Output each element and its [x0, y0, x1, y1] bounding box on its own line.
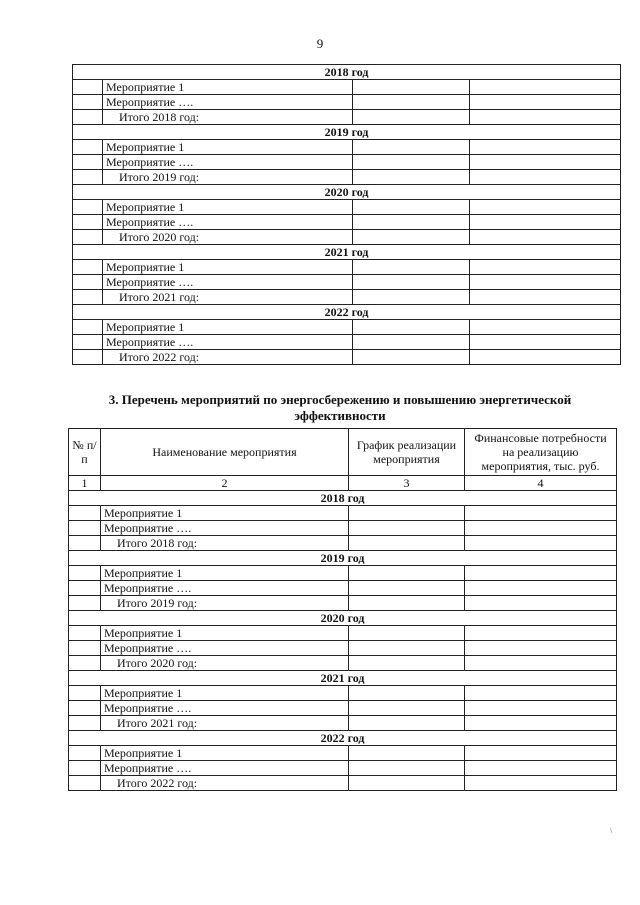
schedule-cell	[353, 215, 470, 230]
number-cell	[73, 230, 103, 245]
number-cell	[69, 746, 101, 761]
activity-name: Мероприятие ….	[103, 335, 353, 350]
activity-row	[73, 155, 621, 170]
year-heading: 2021 год	[73, 245, 621, 260]
year-row	[73, 65, 621, 80]
column-number: 3	[349, 476, 465, 491]
activity-name: Мероприятие 1	[103, 320, 353, 335]
year-heading: 2018 год	[73, 65, 621, 80]
number-cell	[73, 95, 103, 110]
activity-row	[73, 335, 621, 350]
total-label: Итого 2021 год:	[101, 716, 349, 731]
year-row	[69, 611, 617, 626]
schedule-cell	[349, 521, 465, 536]
schedule-cell	[353, 80, 470, 95]
schedule-cell	[349, 746, 465, 761]
year-row	[69, 731, 617, 746]
schedule-cell	[349, 641, 465, 656]
year-row	[73, 305, 621, 320]
schedule-cell	[353, 200, 470, 215]
finance-cell	[470, 200, 621, 215]
total-label: Итого 2021 год:	[103, 290, 353, 305]
year-heading: 2020 год	[73, 185, 621, 200]
activity-name: Мероприятие ….	[101, 521, 349, 536]
number-cell	[69, 581, 101, 596]
activity-row	[69, 746, 617, 761]
activity-row	[69, 506, 617, 521]
schedule-cell	[349, 686, 465, 701]
number-cell	[73, 275, 103, 290]
number-cell	[73, 170, 103, 185]
header-row	[69, 429, 617, 476]
finance-cell	[470, 215, 621, 230]
total-row	[73, 290, 621, 305]
header-name: Наименование мероприятия	[101, 429, 349, 476]
finance-cell	[470, 320, 621, 335]
finance-cell	[465, 746, 617, 761]
number-cell	[69, 761, 101, 776]
finance-cell	[465, 686, 617, 701]
schedule-cell	[353, 275, 470, 290]
finance-cell	[470, 80, 621, 95]
year-row	[73, 185, 621, 200]
activity-row	[69, 626, 617, 641]
activity-row	[69, 686, 617, 701]
activity-row	[73, 200, 621, 215]
total-label: Итого 2022 год:	[103, 350, 353, 365]
schedule-cell	[353, 350, 470, 365]
activity-name: Мероприятие ….	[101, 641, 349, 656]
finance-cell	[465, 566, 617, 581]
bottom-table	[68, 428, 617, 791]
total-row	[69, 656, 617, 671]
year-row	[69, 551, 617, 566]
finance-cell	[470, 170, 621, 185]
schedule-cell	[353, 110, 470, 125]
finance-cell	[470, 335, 621, 350]
year-heading: 2019 год	[69, 551, 617, 566]
number-cell	[69, 776, 101, 791]
finance-cell	[470, 155, 621, 170]
total-row	[69, 596, 617, 611]
activity-name: Мероприятие ….	[103, 95, 353, 110]
number-cell	[69, 521, 101, 536]
schedule-cell	[353, 260, 470, 275]
activity-row	[69, 761, 617, 776]
number-cell	[69, 716, 101, 731]
finance-cell	[465, 536, 617, 551]
schedule-cell	[353, 95, 470, 110]
year-heading: 2018 год	[69, 491, 617, 506]
total-label: Итого 2022 год:	[101, 776, 349, 791]
number-cell	[69, 701, 101, 716]
activity-row	[73, 260, 621, 275]
section-title: 3. Перечень мероприятий по энергосбережению и повышению энергетической эффективности	[108, 392, 572, 423]
year-row	[69, 671, 617, 686]
number-cell	[73, 260, 103, 275]
activity-name: Мероприятие ….	[101, 701, 349, 716]
column-number-row	[69, 476, 617, 491]
schedule-cell	[349, 596, 465, 611]
schedule-cell	[353, 230, 470, 245]
column-number: 4	[465, 476, 617, 491]
schedule-cell	[349, 776, 465, 791]
activity-row	[69, 566, 617, 581]
number-cell	[73, 320, 103, 335]
schedule-cell	[349, 536, 465, 551]
page-number: 9	[316, 36, 324, 51]
finance-cell	[465, 656, 617, 671]
schedule-cell	[353, 140, 470, 155]
activity-name: Мероприятие 1	[103, 200, 353, 215]
number-cell	[73, 80, 103, 95]
activity-name: Мероприятие 1	[101, 746, 349, 761]
activity-row	[73, 215, 621, 230]
activity-name: Мероприятие 1	[101, 566, 349, 581]
activity-row	[73, 140, 621, 155]
number-cell	[69, 641, 101, 656]
total-label: Итого 2019 год:	[103, 170, 353, 185]
finance-cell	[465, 521, 617, 536]
top-table-body	[73, 65, 621, 365]
activity-name: Мероприятие 1	[103, 80, 353, 95]
finance-cell	[470, 110, 621, 125]
schedule-cell	[349, 656, 465, 671]
total-row	[73, 350, 621, 365]
activity-name: Мероприятие ….	[103, 215, 353, 230]
activity-name: Мероприятие 1	[101, 626, 349, 641]
finance-cell	[465, 761, 617, 776]
number-cell	[69, 506, 101, 521]
schedule-cell	[349, 506, 465, 521]
column-number: 1	[69, 476, 101, 491]
number-cell	[73, 335, 103, 350]
number-cell	[69, 596, 101, 611]
activity-name: Мероприятие ….	[103, 275, 353, 290]
year-heading: 2022 год	[69, 731, 617, 746]
finance-cell	[465, 596, 617, 611]
total-label: Итого 2020 год:	[103, 230, 353, 245]
finance-cell	[465, 626, 617, 641]
number-cell	[69, 566, 101, 581]
activity-name: Мероприятие 1	[103, 140, 353, 155]
year-heading: 2019 год	[73, 125, 621, 140]
margin-mark: \	[610, 826, 613, 835]
header-schedule: График реализации мероприятия	[349, 429, 465, 476]
number-cell	[69, 686, 101, 701]
number-cell	[69, 656, 101, 671]
finance-cell	[470, 95, 621, 110]
number-cell	[73, 155, 103, 170]
activity-name: Мероприятие 1	[103, 260, 353, 275]
schedule-cell	[349, 701, 465, 716]
activity-row	[69, 641, 617, 656]
total-row	[69, 536, 617, 551]
year-row	[73, 125, 621, 140]
schedule-cell	[349, 581, 465, 596]
number-cell	[73, 140, 103, 155]
activity-row	[69, 581, 617, 596]
schedule-cell	[353, 290, 470, 305]
number-cell	[73, 200, 103, 215]
total-label: Итого 2019 год:	[101, 596, 349, 611]
finance-cell	[470, 140, 621, 155]
total-row	[69, 716, 617, 731]
finance-cell	[465, 506, 617, 521]
activity-row	[73, 95, 621, 110]
activity-row	[69, 701, 617, 716]
schedule-cell	[353, 155, 470, 170]
finance-cell	[465, 581, 617, 596]
year-heading: 2021 год	[69, 671, 617, 686]
header-finance: Финансовые потребности на реализацию мероприятия, тыс. руб.	[465, 429, 617, 476]
activity-row	[73, 320, 621, 335]
total-row	[73, 110, 621, 125]
total-label: Итого 2018 год:	[101, 536, 349, 551]
year-heading: 2022 год	[73, 305, 621, 320]
schedule-cell	[349, 761, 465, 776]
total-row	[69, 776, 617, 791]
activity-name: Мероприятие ….	[101, 761, 349, 776]
schedule-cell	[349, 626, 465, 641]
year-row	[73, 245, 621, 260]
total-row	[73, 230, 621, 245]
schedule-cell	[349, 566, 465, 581]
total-label: Итого 2018 год:	[103, 110, 353, 125]
activity-name: Мероприятие ….	[101, 581, 349, 596]
finance-cell	[470, 260, 621, 275]
number-cell	[73, 350, 103, 365]
schedule-cell	[353, 335, 470, 350]
number-cell	[69, 626, 101, 641]
finance-cell	[470, 230, 621, 245]
number-cell	[73, 110, 103, 125]
finance-cell	[470, 350, 621, 365]
finance-cell	[465, 776, 617, 791]
year-heading: 2020 год	[69, 611, 617, 626]
number-cell	[73, 290, 103, 305]
activity-name: Мероприятие 1	[101, 506, 349, 521]
header-num: № п/п	[69, 429, 101, 476]
activity-row	[69, 521, 617, 536]
finance-cell	[470, 275, 621, 290]
number-cell	[69, 536, 101, 551]
schedule-cell	[349, 716, 465, 731]
year-row	[69, 491, 617, 506]
activity-row	[73, 275, 621, 290]
schedule-cell	[353, 320, 470, 335]
activity-name: Мероприятие 1	[101, 686, 349, 701]
number-cell	[73, 215, 103, 230]
column-number: 2	[101, 476, 349, 491]
bottom-table-body	[69, 491, 617, 791]
activity-name: Мероприятие ….	[103, 155, 353, 170]
schedule-cell	[353, 170, 470, 185]
activity-row	[73, 80, 621, 95]
total-row	[73, 170, 621, 185]
total-label: Итого 2020 год:	[101, 656, 349, 671]
finance-cell	[470, 290, 621, 305]
finance-cell	[465, 641, 617, 656]
top-table	[72, 64, 621, 365]
finance-cell	[465, 701, 617, 716]
finance-cell	[465, 716, 617, 731]
